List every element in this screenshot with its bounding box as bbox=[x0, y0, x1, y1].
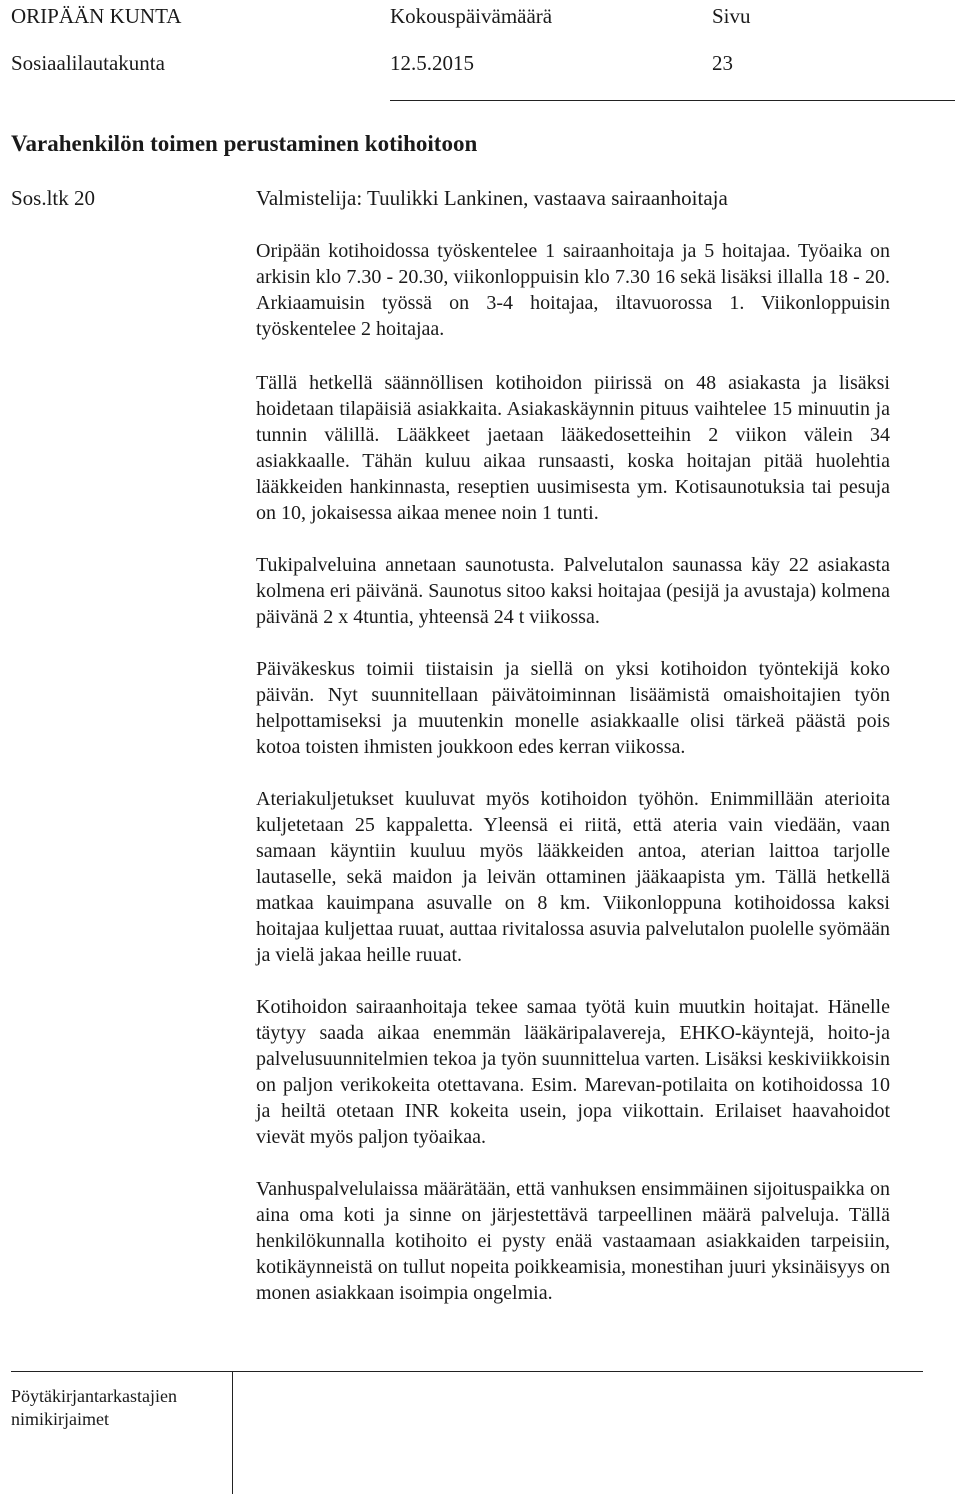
document-title: Varahenkilön toimen perustaminen kotihoitoon bbox=[11, 131, 478, 156]
organization-name: ORIPÄÄN KUNTA bbox=[11, 4, 182, 28]
meeting-date-label: Kokouspäivämäärä bbox=[390, 4, 553, 28]
footer-divider bbox=[11, 1371, 923, 1372]
footer-inspectors-label: Pöytäkirjantarkastajien bbox=[11, 1386, 177, 1406]
section-reference: Sos.ltk 20 bbox=[11, 186, 96, 210]
header-divider bbox=[390, 100, 955, 101]
paragraph-meal-delivery: Ateriakuljetukset kuuluvat myös kotihoidon työhön. Enimmillään aterioita kuljetetaan 25 kappaletta. Yleensä ei riitä, että ateria vain viedään, vaan samaan käyntiin kuuluu myös lääkkeiden antoa, aterian laittoa tarjolle lautaselle, sekä maidon ja leivän ottaminen jääkaapista ym. Tällä hetkellä matkaa kauimpana asuvalle on 8 km. Viikonloppuna kotihoidossa kaksi hoitajaa kuljettaa ruuat, auttaa rivitalossa asuvia palvelutalon puolelle syömään ja vielä jakaa heille ruuat. bbox=[256, 788, 890, 966]
page-label: Sivu bbox=[712, 4, 751, 28]
page-number: 23 bbox=[712, 51, 733, 75]
paragraph-day-centre: Päiväkeskus toimii tiistaisin ja siellä on yksi kotihoidon työntekijä koko päivän. Nyt suunnitellaan päivätoiminnan lisäämistä omaishoitajien työn helpottamiseksi ja muutenkin monelle asiakkaalle olisi tärkeä päästä pois kotoa toisten ihmisten joukkoon edes kerran viikossa. bbox=[256, 658, 890, 758]
meeting-date: 12.5.2015 bbox=[390, 51, 474, 75]
footer-initials-label: nimikirjaimet bbox=[11, 1409, 109, 1429]
committee-name: Sosiaalilautakunta bbox=[11, 51, 165, 75]
preparer-line: Valmistelija: Tuulikki Lankinen, vastaava sairaanhoitaja bbox=[256, 186, 728, 210]
paragraph-support-services: Tukipalveluina annetaan saunotusta. Palvelutalon saunassa käy 22 asiakasta kolmena eri päivänä. Saunotus sitoo kaksi hoitajaa (pesijä ja avustaja) kolmena päivänä 2 x 4tuntia, yhteensä 24 t viikossa. bbox=[256, 554, 890, 628]
paragraph-staffing: Oripään kotihoidossa työskentelee 1 sairaanhoitaja ja 5 hoitajaa. Työaika on arkisin klo 7.30 - 20.30, viikonloppuisin klo 7.30 16 sekä lisäksi illalla 18 - 20. Arkiaamuisin työssä on 3-4 hoitajaa, iltavuorossa 1. Viikonloppuisin työskentelee 2 hoitajaa. bbox=[256, 240, 890, 340]
paragraph-clients: Tällä hetkellä säännöllisen kotihoidon piirissä on 48 asiakasta ja lisäksi hoidetaan tilapäisiä asiakkaita. Asiakaskäynnin pituus vaihtelee 15 minuutin ja tunnin välillä. Lääkkeet jaetaan lääkedosetteihin 2 viikon välein 34 asiakkaalle. Tähän kuluu aikaa runsaasti, koska hoitajan pitää huolehtia lääkkeiden hankinnasta, reseptien uusimisesta ym. Kotisaunotuksia tai pesuja on 10, jokaisessa aikaa menee noin 1 tunti. bbox=[256, 372, 890, 524]
footer-column-divider bbox=[232, 1371, 233, 1494]
paragraph-elderly-services-act: Vanhuspalvelulaissa määrätään, että vanhuksen ensimmäinen sijoituspaikka on aina oma koti ja sinne on järjestettävä tarpeellinen määrä palveluja. Tällä henkilökunnalla kotihoito ei pysty enää vastaamaan asiakkaiden tarpeisiin, kotikäynneistä on tullut nopeita poikkeamisia, monestihan juuri yksinäisyys on monen asiakkaan isoimpia ongelmia. bbox=[256, 1178, 890, 1304]
paragraph-nurse-duties: Kotihoidon sairaanhoitaja tekee samaa työtä kuin muutkin hoitajat. Hänelle täytyy saada aikaa enemmän lääkäripalavereja, EHKO-käyntejä, hoito-ja palvelusuunnitelmien tekoa ja työn suunnittelua varten. Lisäksi keskiviikkoisin on paljon verikokeita otettavana. Esim. Marevan-potilaita on kotihoidossa 10 ja heiltä otetaan INR kokeita usein, jopa viikottain. Erilaiset haavahoidot vievät myös paljon työaikaa. bbox=[256, 996, 890, 1148]
